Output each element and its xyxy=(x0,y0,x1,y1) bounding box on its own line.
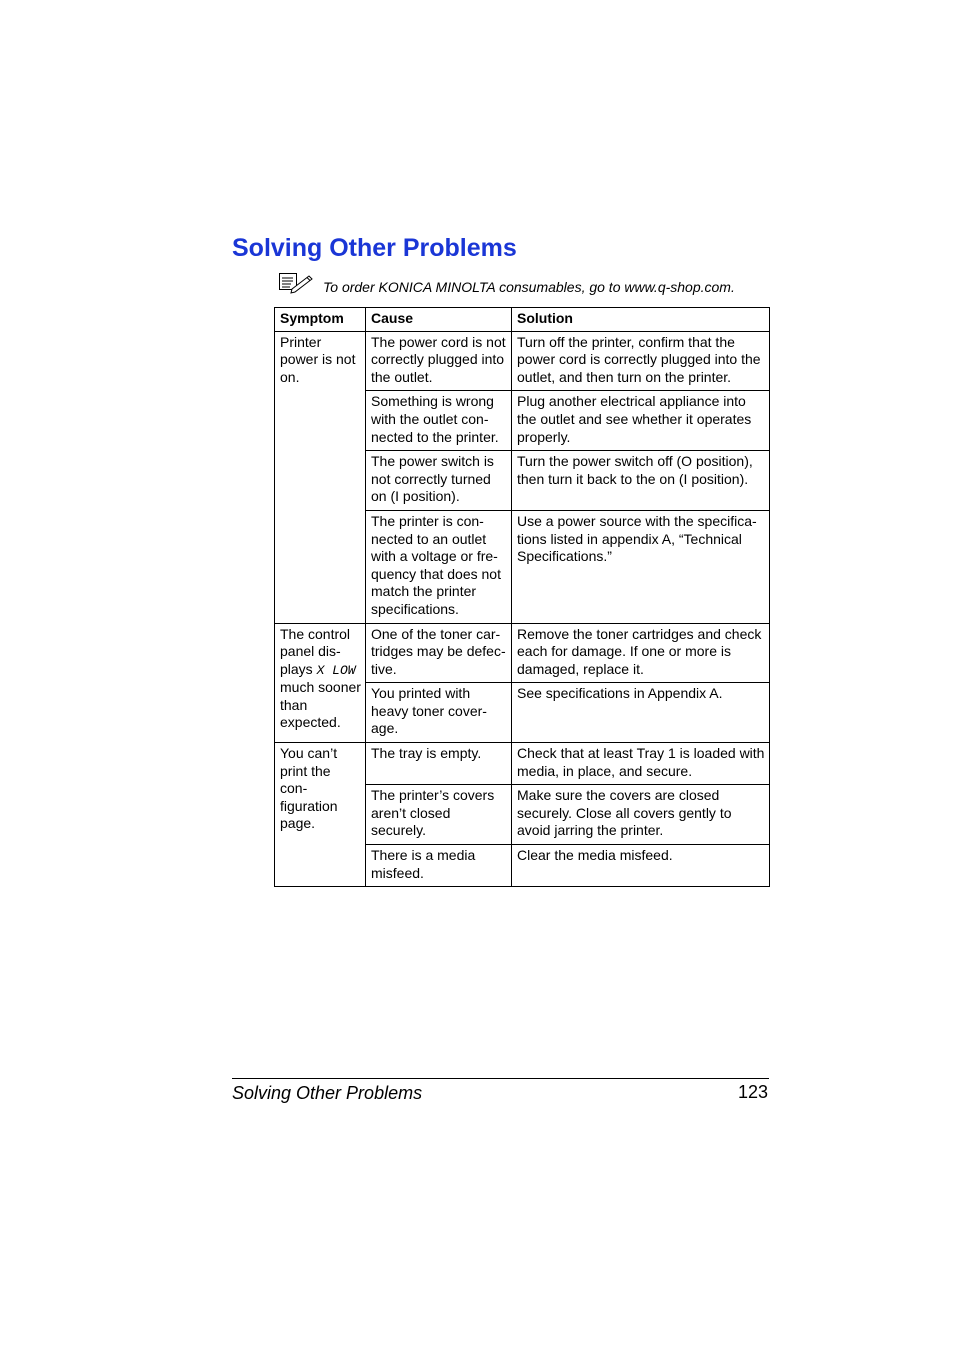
note xyxy=(278,272,768,298)
table-row xyxy=(275,623,770,683)
solution-cell: See specifications in Appendix A. xyxy=(512,683,770,743)
solution-cell: Turn off the printer, confirm that the power cord is correctly plugged into the outlet, and then turn on the printer. xyxy=(512,331,770,391)
note-text: To order KONICA MINOLTA consumables, go to www.q-shop.com. xyxy=(323,279,735,295)
cause-cell: The tray is empty. xyxy=(366,743,512,785)
header-symptom: Symptom xyxy=(275,308,366,332)
symptom-text-before: The control panel dis-plays xyxy=(280,625,351,677)
footer-divider xyxy=(232,1078,769,1079)
solution-cell: Remove the toner cartridges and check each for damage. If one or more is damaged, replace it. xyxy=(512,623,770,683)
solution-cell: Turn the power switch off (O position), then turn it back to the on (I position). xyxy=(512,451,770,511)
solution-cell: Clear the media misfeed. xyxy=(512,845,770,887)
solution-cell: Plug another electrical appliance into the outlet and see whether it operates properly. xyxy=(512,391,770,451)
cause-cell: The printer is con-nected to an outlet with a voltage or fre-quency that does not match the printer specifications. xyxy=(366,510,512,623)
cause-cell: Something is wrong with the outlet con-nected to the printer. xyxy=(366,391,512,451)
note-pencil-icon xyxy=(278,272,314,294)
cause-cell: There is a media misfeed. xyxy=(366,845,512,887)
solution-cell: Check that at least Tray 1 is loaded with media, in place, and secure. xyxy=(512,743,770,785)
cause-cell: The printer’s covers aren’t closed securely. xyxy=(366,785,512,845)
symptom-code: X LOW xyxy=(316,662,356,678)
solution-cell: Use a power source with the specifica-tions listed in appendix A, “Technical Specifications.” xyxy=(512,510,770,623)
page-number: 123 xyxy=(737,1082,768,1102)
table-row xyxy=(275,331,770,391)
problems-table xyxy=(274,307,770,887)
symptom-cell xyxy=(275,623,366,743)
solution-cell: Make sure the covers are closed securely. Close all covers gently to avoid jarring the printer. xyxy=(512,785,770,845)
footer-title: Solving Other Problems xyxy=(232,1083,423,1103)
header-solution: Solution xyxy=(512,308,770,332)
page-title: Solving Other Problems xyxy=(232,234,517,262)
cause-cell: The power cord is not correctly plugged into the outlet. xyxy=(366,331,512,391)
table-header-row xyxy=(275,308,770,332)
cause-cell: One of the toner car-tridges may be defec-tive. xyxy=(366,623,512,683)
cause-cell: You printed with heavy toner cover-age. xyxy=(366,683,512,743)
symptom-cell: You can’t print the con-figuration page. xyxy=(275,743,366,887)
cause-cell: The power switch is not correctly turned on (I position). xyxy=(366,451,512,511)
header-cause: Cause xyxy=(366,308,512,332)
symptom-cell: Printer power is not on. xyxy=(275,331,366,623)
table-row xyxy=(275,743,770,785)
symptom-text-after: much sooner than expected. xyxy=(280,679,361,731)
